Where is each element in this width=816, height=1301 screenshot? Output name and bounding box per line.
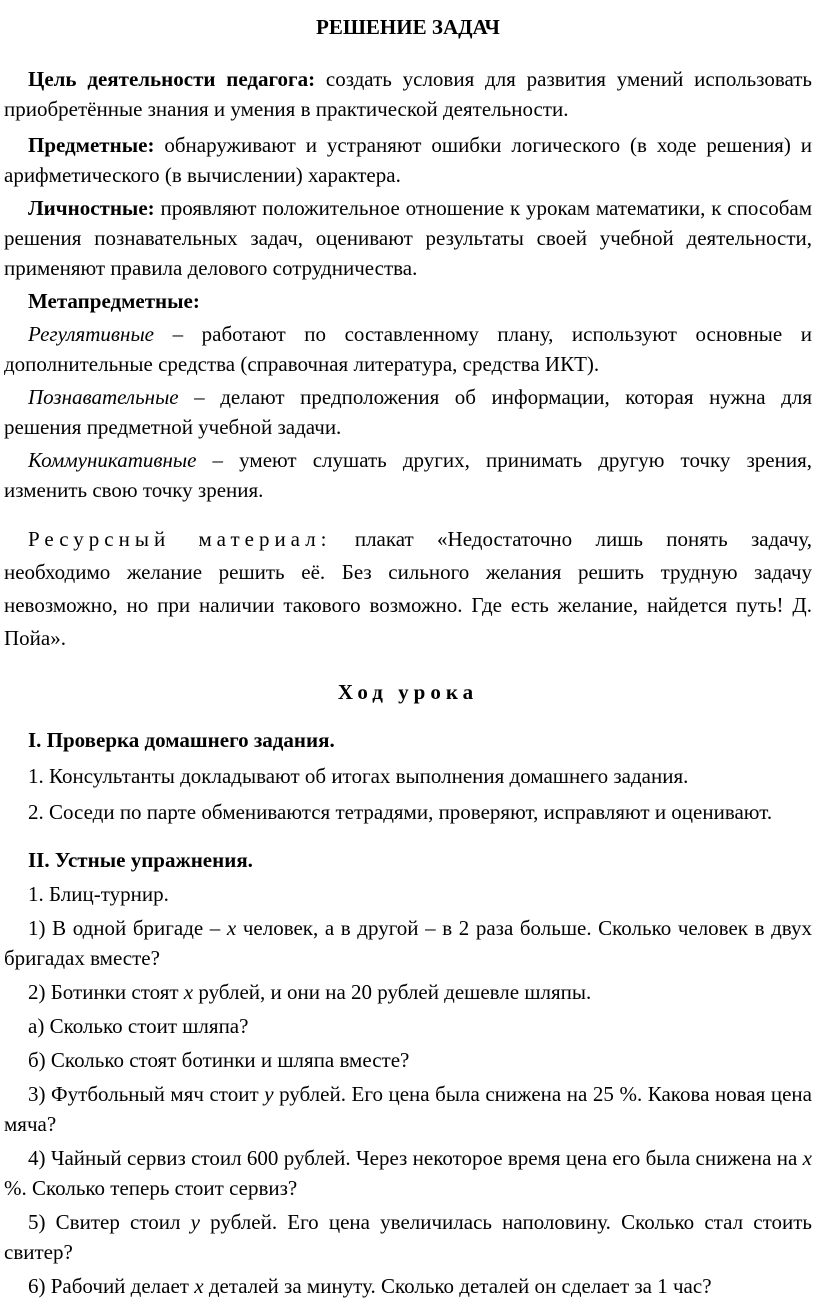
communicative-paragraph [4,445,812,505]
question-2a: а) Сколько стоит шляпа? [28,1014,249,1038]
variable-x: х [183,980,194,1004]
section2-intro: 1. Блиц-турнир. [28,882,169,906]
personal-text: проявляют положительное отношение к урокам математики, к способам решения познавательных задач, оценивают результаты своей учебной деятельности, применяют правила делового сотрудничества. [4,196,812,280]
question-4: 4) Чайный сервиз стоил 600 рублей. Через некоторое время цена его была снижена на х %. Сколько теперь стоит сервиз? [4,1146,812,1200]
question-5: 5) Свитер стоил у рублей. Его цена увеличилась наполовину. Сколько стал стоить свитер? [4,1210,812,1264]
resource-label: Ресурсный материал: [28,527,332,551]
section1-item-2: 2. Соседи по парте обмениваются тетрадями, проверяют, исправляют и оценивают. [28,800,773,824]
goal-label: Цель деятельности педагога: [28,67,316,91]
section2-heading: II. Устные упражнения. [28,848,253,872]
resource-paragraph [4,523,812,655]
section1-heading: I. Проверка домашнего задания. [28,728,335,752]
communicative-label: Коммуникативные [28,448,197,472]
section1-item-1: 1. Консультанты докладывают об итогах выполнения домашнего задания. [28,764,689,788]
meta-heading [4,286,812,316]
cognitive-text: – делают предположения об информации, которая нужна для решения предметной учебной задачи. [4,385,812,439]
communicative-text: – умеют слушать других, принимать другую точку зрения, изменить свою точку зрения. [4,448,812,502]
question-3: 3) Футбольный мяч стоит у рублей. Его цена была снижена на 25 %. Какова новая цена мяча? [4,1082,812,1136]
variable-y: у [190,1210,200,1234]
lesson-heading: Ход урока [337,680,479,704]
blitz-tasks [4,879,812,1301]
page-title: РЕШЕНИЕ ЗАДАЧ [316,15,500,39]
subject-label: Предметные: [28,133,155,157]
personal-paragraph [4,193,812,283]
variable-x: х [226,916,237,940]
question-2b: б) Сколько стоят ботинки и шляпа вместе? [28,1048,410,1072]
meta-label: Метапредметные: [28,289,200,313]
goal-text: создать условия для развития умений использовать приобретённые знания и умения в практической деятельности. [4,67,813,121]
subject-text: обнаруживают и устраняют ошибки логического (в ходе решения) и арифметического (в вычислении) характера. [4,133,812,187]
regulative-text: – работают по составленному плану, используют основные и дополнительные средства (справочная литература, средства ИКТ). [4,322,812,376]
subject-paragraph [4,130,812,190]
question-2: 2) Ботинки стоят х рублей, и они на 20 рублей дешевле шляпы. [28,980,592,1004]
goal-paragraph [4,64,812,124]
cognitive-label: Познавательные [28,385,179,409]
question-1: 1) В одной бригаде – х человек, а в другой – в 2 раза больше. Сколько человек в двух бригадах вместе? [4,916,812,970]
variable-y: у [264,1082,274,1106]
regulative-label: Регулятивные [28,322,154,346]
question-6: 6) Рабочий делает х деталей за минуту. Сколько деталей он сделает за 1 час? [28,1274,712,1298]
personal-label: Личностные: [28,196,155,220]
variable-x: х [194,1274,204,1298]
cognitive-paragraph [4,382,812,442]
regulative-paragraph [4,319,812,379]
resource-text: плакат «Недостаточно лишь понять задачу, необходимо желание решить её. Без сильного желания решить трудную задачу невозможно, но при наличии такового возможно. Где есть желание, найдется путь! Д. Пойа». [4,527,812,650]
variable-x: х [802,1146,812,1170]
